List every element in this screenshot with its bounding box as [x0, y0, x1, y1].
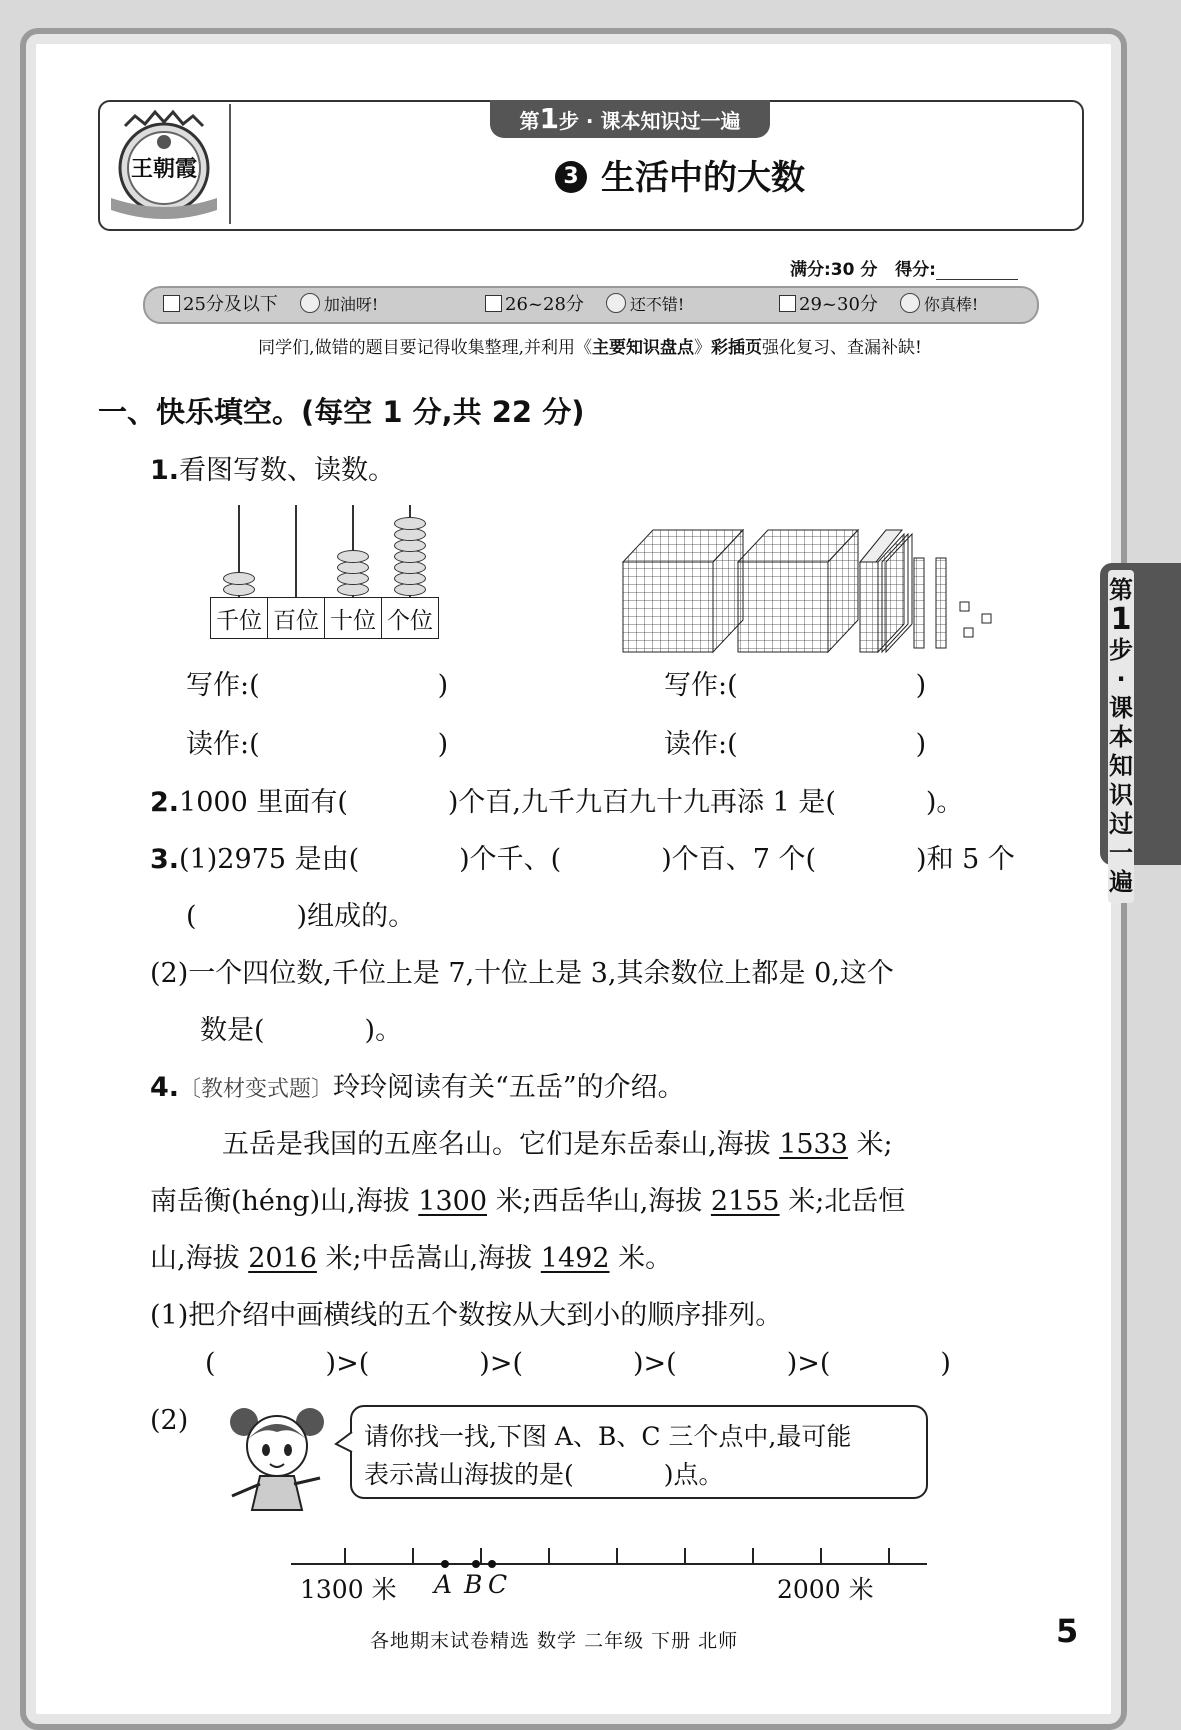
score-blank[interactable] [936, 261, 1018, 280]
point-b [472, 1560, 480, 1568]
grade-comment-1: 加油呀! [323, 295, 379, 314]
score-label: 得分: [895, 260, 936, 280]
grade-checkbox-3[interactable] [779, 295, 796, 312]
base-ten-blocks [620, 520, 1000, 660]
face-icon [300, 293, 320, 313]
abacus-bead [337, 550, 369, 563]
q3-part1-cont: ( )组成的。 [186, 901, 416, 932]
point-label-a: A [434, 1570, 453, 1599]
grade-range-3: 29~30分 [799, 294, 878, 315]
q4-sub2-label: (2) [150, 1405, 189, 1436]
page-title [300, 150, 1060, 199]
grade-checkbox-2[interactable] [485, 295, 502, 312]
order-row: ( )>( )>( )>( )>( ) [205, 1348, 951, 1379]
grade-comment-2: 还不错! [629, 295, 685, 314]
grade-seg-3 [779, 292, 978, 318]
unit-number-badge: 3 [555, 161, 587, 193]
grade-range-1: 25分及以下 [183, 294, 278, 315]
q3-part1: 3.(1)2975 是由( )个千、( )个百、7 个( )和 5 个 [150, 844, 1015, 875]
step-prefix: 第 [519, 109, 540, 133]
header-divider [229, 104, 231, 224]
girl-illustration [222, 1398, 332, 1518]
bubble-line-2: 表示嵩山海拔的是( )点。 [364, 1460, 724, 1489]
tip-text: 同学们,做错的题目要记得收集整理,并利用《主要知识盘点》彩插页强化复习、查漏补缺! [258, 338, 922, 358]
point-a [441, 1560, 449, 1568]
page-number: 5 [1056, 1612, 1079, 1650]
bubble-tail [334, 1430, 354, 1456]
q1-prompt: 1.看图写数、读数。 [150, 455, 396, 486]
grade-seg-1 [163, 292, 378, 318]
section-title: 一、快乐填空。(每空 1 分,共 22 分) [98, 395, 585, 429]
q1-read-left: 读作:( ) [186, 729, 449, 760]
place-tens: 十位 [325, 598, 382, 639]
step-suffix: 步 · 课本知识过一遍 [558, 109, 741, 133]
q4-prompt: 4.〔教材变式题〕玲玲阅读有关“五岳”的介绍。 [150, 1072, 685, 1103]
numberline-label-2000: 2000 米 [777, 1575, 874, 1604]
side-tab-text: 第 1 步·课本知识过一遍 [1108, 570, 1134, 903]
logo-text: 王朝霞 [130, 156, 198, 182]
q4-para-1: 五岳是我国的五座名山。它们是东岳泰山,海拔 1533 米; [222, 1129, 893, 1160]
q1-read-right: 读作:( ) [664, 729, 927, 760]
hundred-flats [860, 530, 912, 652]
q4-sub1: (1)把介绍中画横线的五个数按从大到小的顺序排列。 [150, 1300, 783, 1331]
point-label-b: B [464, 1570, 483, 1599]
bubble-line-1: 请你找一找,下图 A、B、C 三个点中,最可能 [364, 1422, 852, 1451]
publisher-logo [105, 106, 223, 224]
abacus-bead [223, 572, 255, 585]
grade-comment-3: 你真棒! [923, 295, 979, 314]
grade-bar [143, 286, 1039, 324]
grade-range-2: 26~28分 [505, 294, 584, 315]
face-icon [606, 293, 626, 313]
grade-checkbox-1[interactable] [163, 295, 180, 312]
face-icon [900, 293, 920, 313]
q4-para-3: 山,海拔 2016 米;中岳嵩山,海拔 1492 米。 [150, 1243, 673, 1274]
full-marks: 满分:30 分 [790, 260, 878, 280]
ten-rods [914, 558, 946, 648]
q1-write-left: 写作:( ) [186, 670, 449, 701]
abacus-place-table [210, 597, 439, 639]
abacus-rod [295, 505, 297, 597]
point-label-c: C [488, 1570, 508, 1599]
q4-para-2: 南岳衡(héng)山,海拔 1300 米;西岳华山,海拔 2155 米;北岳恒 [150, 1186, 906, 1217]
grade-seg-2 [485, 292, 684, 318]
step-number: 1 [539, 102, 559, 135]
footer-text: 各地期末试卷精选 数学 二年级 下册 北师 [370, 1630, 739, 1652]
q3-part2: (2)一个四位数,千位上是 7,十位上是 3,其余数位上都是 0,这个 [150, 958, 894, 989]
q1-write-right: 写作:( ) [664, 670, 927, 701]
q2: 2.1000 里面有( )个百,九千九百九十九再添 1 是( )。 [150, 787, 964, 818]
place-thousands: 千位 [211, 598, 268, 639]
speech-bubble [350, 1405, 928, 1499]
place-hundreds: 百位 [268, 598, 325, 639]
thousand-cube-2 [738, 530, 858, 652]
thousand-cube-1 [623, 530, 743, 652]
place-ones: 个位 [382, 598, 439, 639]
numberline-label-1300: 1300 米 [300, 1575, 397, 1604]
one-cubes [960, 602, 991, 637]
title-text: 生活中的大数 [601, 158, 805, 198]
step-tab [490, 100, 770, 138]
abacus-bead [394, 517, 426, 530]
point-c [488, 1560, 496, 1568]
score-area [790, 255, 1018, 280]
q3-part2-cont: 数是( )。 [200, 1015, 403, 1046]
